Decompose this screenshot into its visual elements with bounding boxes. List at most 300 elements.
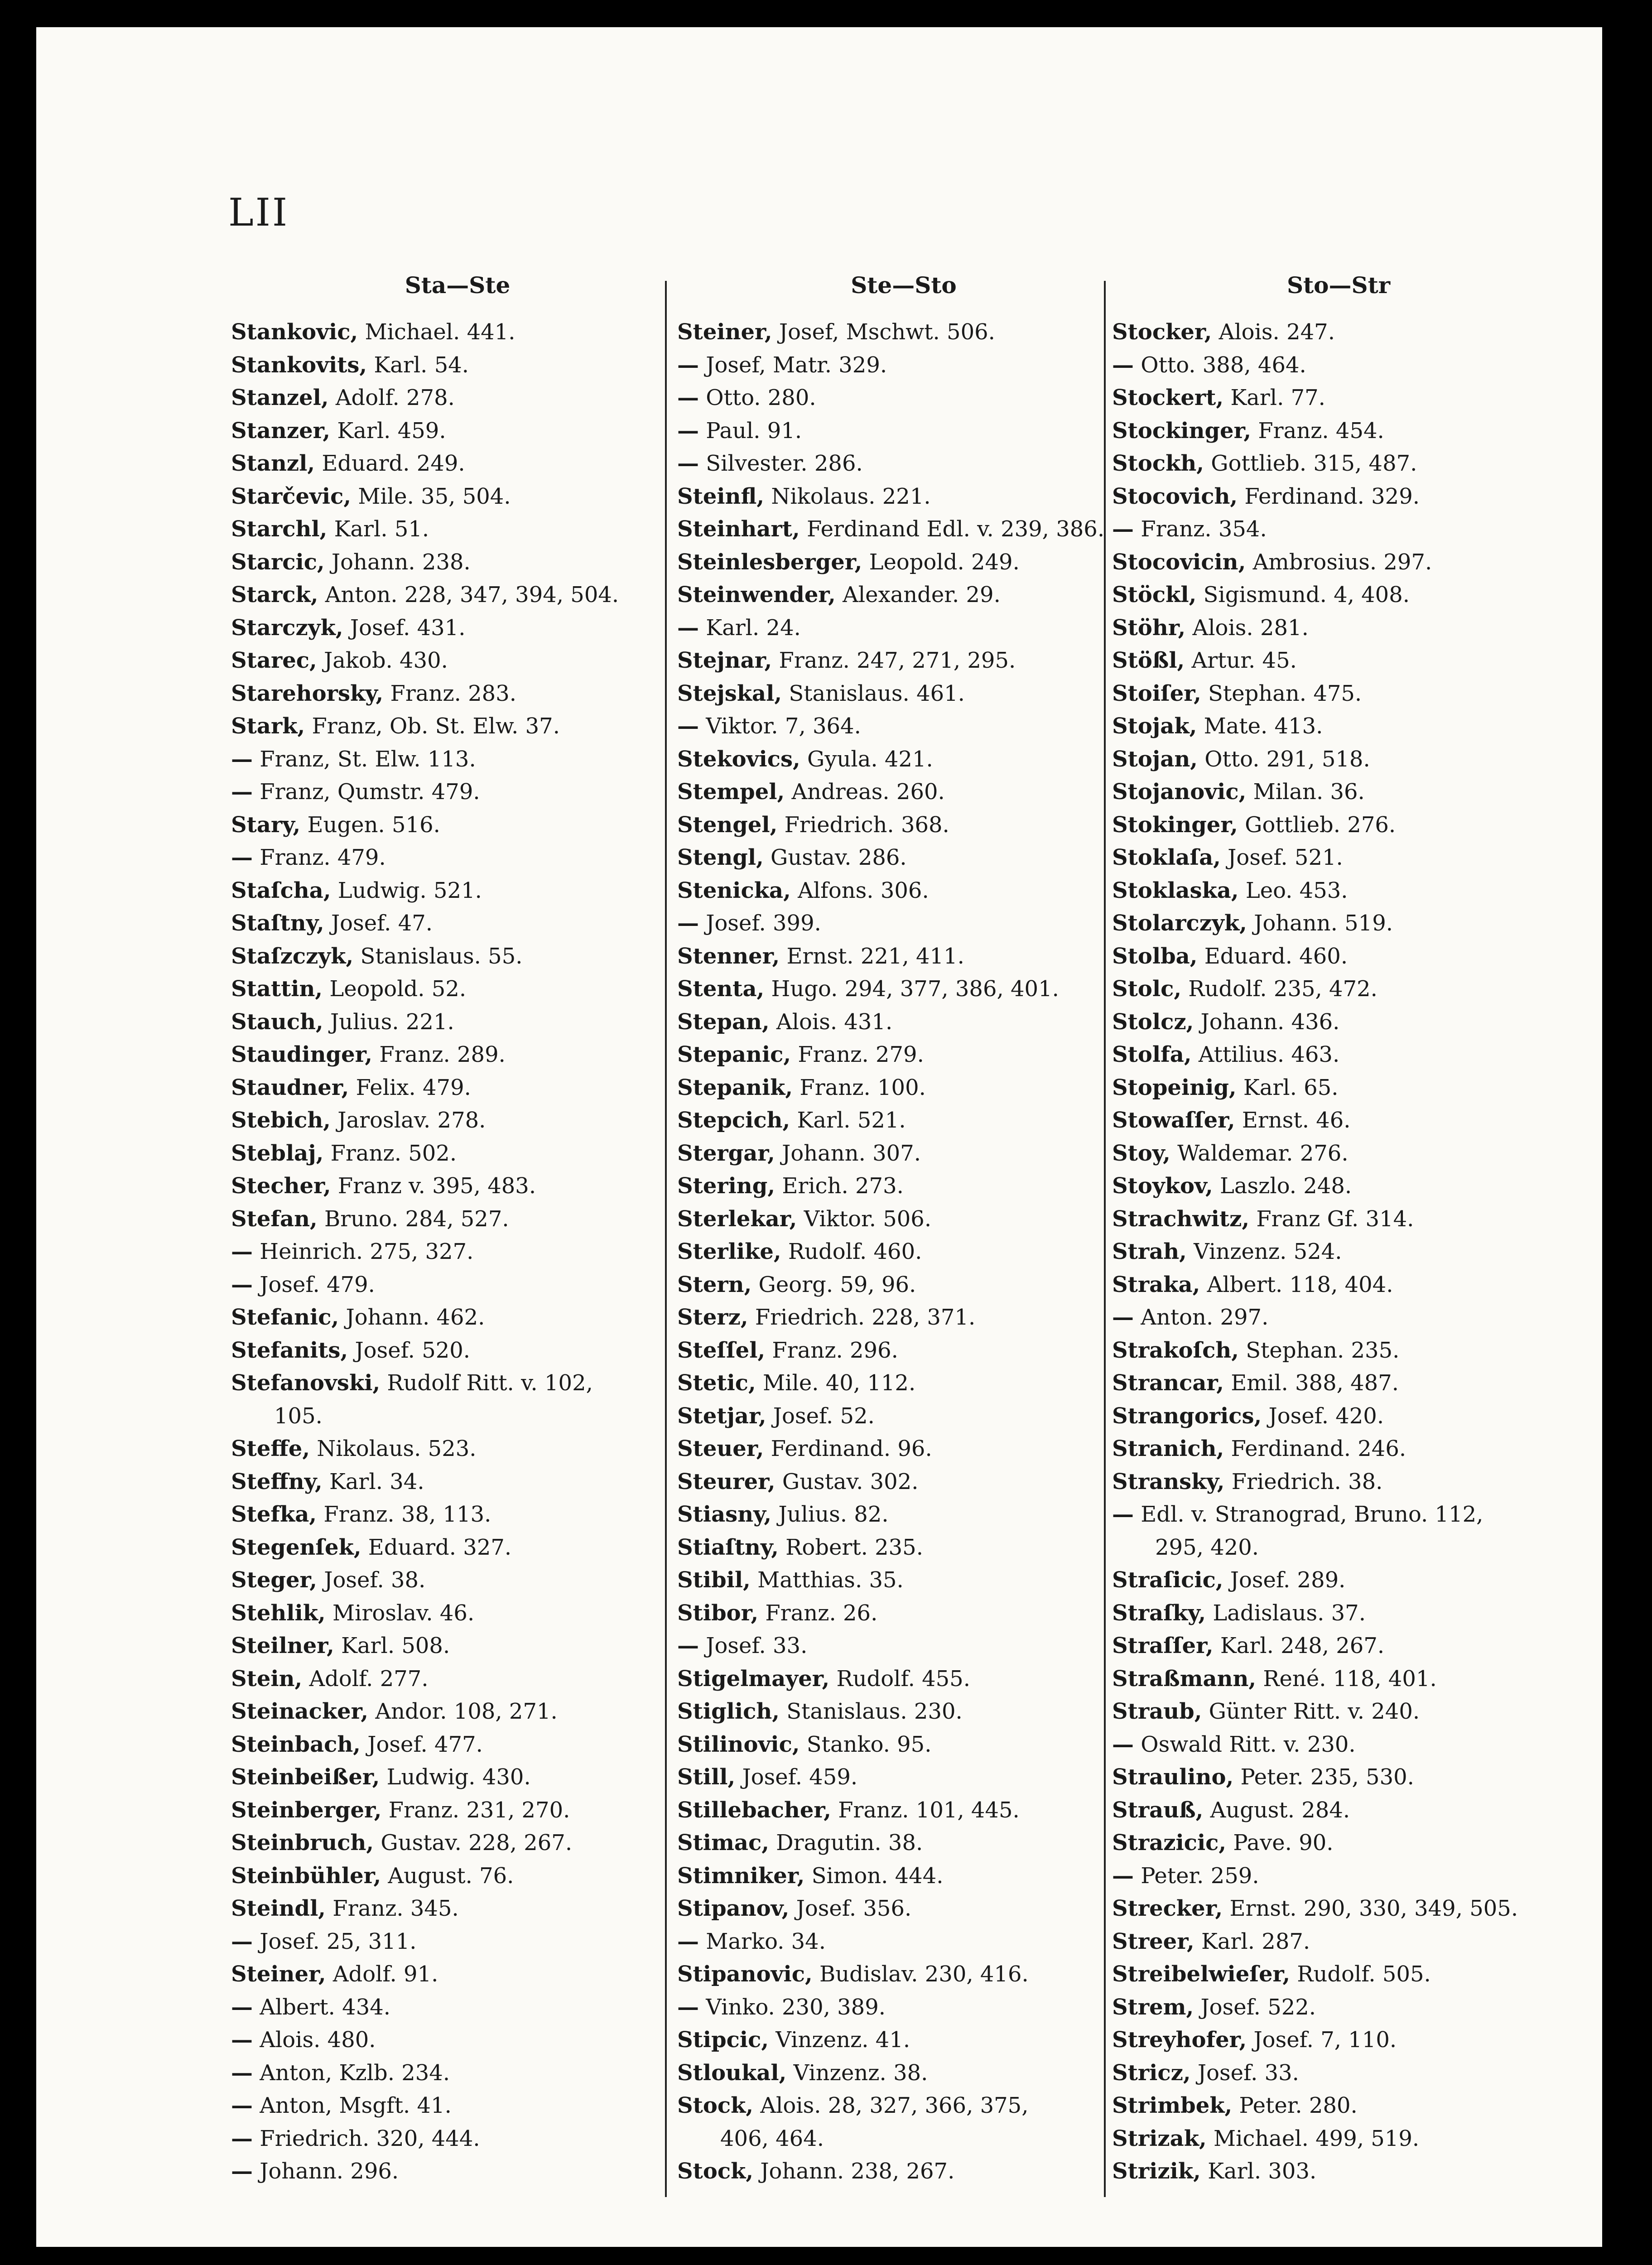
entry-references: Franz. 283. bbox=[390, 680, 516, 706]
index-entry bbox=[677, 1958, 1130, 1991]
index-entry bbox=[231, 1826, 684, 1860]
entry-name: Stenicka, bbox=[677, 877, 791, 903]
entry-name: Steinbeißer, bbox=[231, 1764, 380, 1790]
index-entry bbox=[677, 513, 1130, 546]
entry-references: Karl. 248, 267. bbox=[1220, 1633, 1385, 1658]
entry-name: Stoykov, bbox=[1112, 1173, 1213, 1199]
entry-references: Friedrich. 228, 371. bbox=[755, 1305, 976, 1330]
entry-name: Stojanovic, bbox=[1112, 779, 1247, 805]
index-entry bbox=[1112, 1006, 1565, 1039]
entry-name: — bbox=[677, 451, 699, 476]
entry-name: — bbox=[677, 385, 699, 410]
entry-references: Rudolf. 460. bbox=[788, 1239, 922, 1264]
entry-name: Staſcha, bbox=[231, 877, 331, 903]
page-number: LII bbox=[228, 190, 289, 235]
index-entry bbox=[231, 381, 684, 414]
entry-name: Stehlik, bbox=[231, 1600, 326, 1626]
entry-name: Sterlike, bbox=[677, 1239, 781, 1264]
index-entry bbox=[677, 907, 1130, 940]
entry-name: — bbox=[231, 2159, 253, 2184]
entry-references: Leopold. 52. bbox=[329, 976, 467, 1002]
entry-references: Stanislaus. 230. bbox=[786, 1699, 963, 1724]
index-entry bbox=[677, 612, 1130, 645]
entry-name: Starczyk, bbox=[231, 615, 343, 641]
entry-name: Stockert, bbox=[1112, 385, 1224, 410]
index-entry bbox=[1112, 1137, 1565, 1170]
index-entry bbox=[1112, 1597, 1565, 1630]
entry-references: Budislav. 230, 416. bbox=[819, 1961, 1029, 1987]
entry-name: Stering, bbox=[677, 1173, 775, 1199]
entry-references: Franz. 345. bbox=[332, 1896, 459, 1921]
index-entry bbox=[677, 1465, 1130, 1499]
entry-references: Hugo. 294, 377, 386, 401. bbox=[771, 976, 1059, 1002]
entry-list bbox=[677, 316, 1130, 2188]
index-entry bbox=[677, 1925, 1130, 1958]
entry-name: Stepcich, bbox=[677, 1108, 790, 1133]
entry-name: Steiner, bbox=[231, 1961, 326, 1987]
entry-references: Vinzenz. 524. bbox=[1194, 1239, 1342, 1264]
entry-name: Strimbek, bbox=[1112, 2093, 1233, 2118]
index-entry bbox=[231, 1531, 684, 1564]
index-entry bbox=[231, 710, 684, 743]
entry-name: Stankovic, bbox=[231, 319, 358, 345]
entry-references: Pave. 90. bbox=[1233, 1830, 1334, 1855]
entry-references: Karl. 77. bbox=[1230, 385, 1325, 410]
entry-references: Viktor. 506. bbox=[804, 1206, 932, 1232]
entry-name: Stimniker, bbox=[677, 1863, 805, 1889]
entry-name: Strizik, bbox=[1112, 2159, 1201, 2184]
entry-references: Gyula. 421. bbox=[807, 746, 933, 772]
entry-references: Attilius. 463. bbox=[1198, 1042, 1340, 1067]
index-entry bbox=[1112, 710, 1565, 743]
entry-name: Stipanov, bbox=[677, 1896, 790, 1921]
entry-references: Alois. 28, 327, 366, 375, bbox=[760, 2093, 1029, 2118]
entry-references: Rudolf Ritt. v. 102, bbox=[387, 1370, 593, 1396]
index-entry bbox=[1112, 677, 1565, 710]
entry-name: Stilinovic, bbox=[677, 1731, 800, 1757]
entry-references: Matthias. 35. bbox=[757, 1567, 904, 1593]
index-entry bbox=[677, 1860, 1130, 1893]
entry-references: Josef. 520. bbox=[355, 1337, 471, 1363]
entry-name: Stekovics, bbox=[677, 746, 800, 772]
entry-name: Stolc, bbox=[1112, 976, 1182, 1002]
entry-name: Steinbach, bbox=[231, 1731, 361, 1757]
entry-name: — bbox=[231, 1928, 253, 1954]
index-entry bbox=[677, 1629, 1130, 1663]
index-entry bbox=[231, 841, 684, 874]
entry-name: — bbox=[231, 1994, 253, 2020]
index-entry bbox=[231, 907, 684, 940]
entry-references: Ludwig. 521. bbox=[337, 877, 482, 903]
index-entry bbox=[231, 644, 684, 677]
entry-references: Johann. 519. bbox=[1254, 911, 1393, 936]
entry-references: Franz. 100. bbox=[800, 1075, 926, 1100]
entry-references: René. 118, 401. bbox=[1263, 1666, 1437, 1692]
entry-references: Bruno. 284, 527. bbox=[324, 1206, 509, 1232]
entry-name: Stefan, bbox=[231, 1206, 318, 1232]
index-entry bbox=[677, 578, 1130, 612]
index-entry bbox=[1112, 940, 1565, 973]
entry-name: Steſſel, bbox=[677, 1337, 766, 1363]
index-entry bbox=[231, 940, 684, 973]
entry-references: Peter. 280. bbox=[1239, 2093, 1358, 2118]
index-entry bbox=[1112, 1761, 1565, 1794]
entry-references: Waldemar. 276. bbox=[1177, 1140, 1349, 1166]
entry-references: Friedrich. 320, 444. bbox=[260, 2125, 480, 2151]
entry-name: Stark, bbox=[231, 713, 305, 739]
index-entry bbox=[231, 578, 684, 612]
entry-references: Anton, Msgft. 41. bbox=[260, 2093, 452, 2118]
entry-name: Stipanovic, bbox=[677, 1961, 813, 1987]
entry-references: Franz v. 395, 483. bbox=[337, 1173, 536, 1199]
entry-references: Oswald Ritt. v. 230. bbox=[1141, 1731, 1356, 1757]
entry-references: Josef, Mschwt. 506. bbox=[779, 319, 995, 345]
entry-references: Vinzenz. 38. bbox=[793, 2060, 928, 2086]
entry-name: Straub, bbox=[1112, 1699, 1202, 1724]
index-entry bbox=[1112, 1958, 1565, 1991]
entry-references: Jakob. 430. bbox=[323, 648, 448, 673]
index-entry bbox=[677, 1071, 1130, 1104]
entry-references: Michael. 499, 519. bbox=[1213, 2125, 1420, 2151]
index-entry bbox=[1112, 546, 1565, 579]
entry-name: Steffny, bbox=[231, 1469, 323, 1494]
index-page bbox=[36, 27, 1602, 2247]
index-entry bbox=[1112, 1432, 1565, 1465]
entry-name: Stowaſſer, bbox=[1112, 1108, 1235, 1133]
index-entry bbox=[677, 710, 1130, 743]
index-entry bbox=[677, 1498, 1130, 1531]
entry-name: Stempel, bbox=[677, 779, 785, 805]
index-entry bbox=[231, 1071, 684, 1104]
entry-references: Franz. 26. bbox=[765, 1600, 878, 1626]
index-entry bbox=[677, 2024, 1130, 2057]
entry-name: Stock, bbox=[677, 2159, 754, 2184]
index-entry bbox=[231, 1334, 684, 1367]
index-entry bbox=[231, 1038, 684, 1071]
index-entry bbox=[677, 1728, 1130, 1761]
index-entry bbox=[231, 973, 684, 1006]
index-entry bbox=[1112, 1203, 1565, 1236]
index-entry bbox=[231, 1137, 684, 1170]
index-entry bbox=[677, 1367, 1130, 1400]
entry-name: Straka, bbox=[1112, 1272, 1200, 1297]
entry-references: Karl. 24. bbox=[706, 615, 801, 641]
entry-name: Straſicic, bbox=[1112, 1567, 1223, 1593]
entry-references: Ladislaus. 37. bbox=[1213, 1600, 1366, 1626]
index-entry bbox=[1112, 316, 1565, 349]
entry-references: Gustav. 228, 267. bbox=[380, 1830, 573, 1855]
index-entry bbox=[677, 1826, 1130, 1860]
index-entry bbox=[231, 316, 684, 349]
entry-references: Eugen. 516. bbox=[307, 812, 440, 838]
index-entry bbox=[677, 1991, 1130, 2024]
entry-name: Stößl, bbox=[1112, 648, 1185, 673]
entry-references: Josef. 25, 311. bbox=[260, 1928, 417, 1954]
entry-references: Eduard. 249. bbox=[322, 451, 465, 476]
entry-name: — bbox=[677, 713, 699, 739]
entry-references: Jaroslav. 278. bbox=[337, 1108, 486, 1133]
index-entry bbox=[677, 1006, 1130, 1039]
index-entry bbox=[231, 776, 684, 809]
entry-references: Mile. 35, 504. bbox=[358, 483, 511, 509]
entry-name: Starck, bbox=[231, 582, 318, 607]
entry-name: Stengel, bbox=[677, 812, 778, 838]
entry-name: Strachwitz, bbox=[1112, 1206, 1250, 1232]
index-entry bbox=[231, 1367, 684, 1432]
index-entry bbox=[677, 1137, 1130, 1170]
entry-name: Stejskal, bbox=[677, 680, 782, 706]
entry-name: Stetjar, bbox=[677, 1403, 766, 1429]
entry-name: Strecker, bbox=[1112, 1896, 1223, 1921]
entry-name: Stiglich, bbox=[677, 1699, 780, 1724]
index-entry bbox=[231, 743, 684, 776]
entry-name: Steinberger, bbox=[231, 1797, 382, 1823]
index-entry bbox=[677, 809, 1130, 842]
entry-name: Stipcic, bbox=[677, 2027, 769, 2053]
entry-references: August. 284. bbox=[1210, 1797, 1350, 1823]
entry-name: Sterlekar, bbox=[677, 1206, 797, 1232]
index-entry bbox=[231, 1991, 684, 2024]
entry-references: Josef, Matr. 329. bbox=[706, 352, 887, 378]
entry-references: Friedrich. 368. bbox=[784, 812, 949, 838]
index-entry bbox=[231, 1235, 684, 1268]
entry-name: Stranich, bbox=[1112, 1436, 1224, 1461]
entry-name: Strakoſch, bbox=[1112, 1337, 1239, 1363]
entry-references: Franz. 231, 270. bbox=[388, 1797, 570, 1823]
entry-references: Andor. 108, 271. bbox=[375, 1699, 558, 1724]
index-entry bbox=[677, 381, 1130, 414]
entry-name: Straulino, bbox=[1112, 1764, 1234, 1790]
index-entry bbox=[677, 414, 1130, 448]
index-entry bbox=[231, 414, 684, 448]
entry-name: Straſſer, bbox=[1112, 1633, 1214, 1658]
entry-name: Stauch, bbox=[231, 1009, 323, 1035]
entry-name: Staudinger, bbox=[231, 1042, 373, 1067]
entry-references: Josef. 33. bbox=[1197, 2060, 1299, 2086]
column-heading: Sta—Ste bbox=[405, 272, 511, 299]
index-entry bbox=[1112, 2089, 1565, 2122]
entry-references: Vinko. 230, 389. bbox=[706, 1994, 886, 2020]
entry-name: Stoiſer, bbox=[1112, 680, 1201, 706]
entry-references: Alexander. 29. bbox=[843, 582, 1001, 607]
index-entry bbox=[1112, 1071, 1565, 1104]
entry-references: Georg. 59, 96. bbox=[758, 1272, 916, 1297]
index-entry bbox=[1112, 1498, 1565, 1564]
entry-references: Nikolaus. 523. bbox=[317, 1436, 477, 1461]
index-entry bbox=[231, 480, 684, 513]
index-entry bbox=[1112, 1695, 1565, 1728]
entry-name: — bbox=[1112, 1731, 1134, 1757]
index-entry bbox=[1112, 612, 1565, 645]
entry-name: Stöckl, bbox=[1112, 582, 1197, 607]
entry-references: Josef. 431. bbox=[350, 615, 466, 641]
entry-name: — bbox=[231, 845, 253, 870]
index-entry bbox=[1112, 973, 1565, 1006]
entry-references: Franz, Ob. St. Elw. 37. bbox=[312, 713, 560, 739]
entry-references: Otto. 280. bbox=[706, 385, 816, 410]
entry-references: Franz Gf. 314. bbox=[1256, 1206, 1414, 1232]
entry-name: Stolcz, bbox=[1112, 1009, 1194, 1035]
entry-name: Stattin, bbox=[231, 976, 323, 1002]
entry-references: Marko. 34. bbox=[706, 1928, 826, 1954]
entry-references: Leopold. 249. bbox=[869, 549, 1020, 575]
entry-references: Sigismund. 4, 408. bbox=[1203, 582, 1410, 607]
entry-references: Karl. 51. bbox=[334, 516, 429, 542]
entry-references: Julius. 82. bbox=[778, 1502, 889, 1527]
index-entry bbox=[1112, 776, 1565, 809]
entry-references: Otto. 291, 518. bbox=[1204, 746, 1370, 772]
entry-references: Franz. 101, 445. bbox=[838, 1797, 1020, 1823]
entry-references: Anton. 228, 347, 394, 504. bbox=[325, 582, 619, 607]
entry-name: — bbox=[677, 1633, 699, 1658]
index-entry bbox=[231, 349, 684, 382]
entry-name: Steffe, bbox=[231, 1436, 310, 1461]
entry-name: Steblaj, bbox=[231, 1140, 324, 1166]
entry-references: Günter Ritt. v. 240. bbox=[1209, 1699, 1420, 1724]
index-entry bbox=[677, 1597, 1130, 1630]
entry-name: Starehorsky, bbox=[231, 680, 384, 706]
entry-references: Ferdinand Edl. v. 239, 386. bbox=[806, 516, 1105, 542]
column-heading: Sto—Str bbox=[1286, 272, 1391, 299]
entry-references: Franz. 354. bbox=[1141, 516, 1267, 542]
entry-references: Adolf. 91. bbox=[332, 1961, 438, 1987]
entry-name: Strazicic, bbox=[1112, 1830, 1227, 1855]
entry-name: Stanzel, bbox=[231, 385, 329, 410]
entry-name: Streibelwieſer, bbox=[1112, 1961, 1291, 1987]
entry-name: Strancar, bbox=[1112, 1370, 1224, 1396]
entry-name: Stocovicin, bbox=[1112, 549, 1246, 575]
entry-name: Stiasny, bbox=[677, 1502, 772, 1527]
entry-references: Johann. 462. bbox=[346, 1305, 485, 1330]
entry-name: Stillebacher, bbox=[677, 1797, 831, 1823]
entry-name: Stojak, bbox=[1112, 713, 1197, 739]
index-entry bbox=[1112, 1629, 1565, 1663]
entry-list bbox=[231, 316, 684, 2188]
entry-name: Straßmann, bbox=[1112, 1666, 1257, 1692]
entry-name: Stern, bbox=[677, 1272, 752, 1297]
entry-name: Stigelmayer, bbox=[677, 1666, 830, 1692]
entry-references: Josef. 38. bbox=[324, 1567, 426, 1593]
index-entry bbox=[677, 447, 1130, 480]
entry-name: Starčevic, bbox=[231, 483, 352, 509]
entry-references: Silvester. 286. bbox=[706, 451, 863, 476]
entry-name: Stankovits, bbox=[231, 352, 367, 378]
index-entry bbox=[231, 612, 684, 645]
entry-references: Alois. 431. bbox=[776, 1009, 893, 1035]
entry-references: Peter. 235, 530. bbox=[1240, 1764, 1414, 1790]
entry-name: Stefanic, bbox=[231, 1305, 339, 1330]
index-entry bbox=[1112, 1663, 1565, 1696]
entry-name: Stenta, bbox=[677, 976, 765, 1002]
entry-references: Josef. 33. bbox=[706, 1633, 808, 1658]
entry-name: — bbox=[677, 1994, 699, 2020]
entry-references: Edl. v. Stranograd, Bruno. 112, bbox=[1141, 1502, 1483, 1527]
entry-references: Josef. 47. bbox=[331, 911, 433, 936]
entry-references: Franz. 479. bbox=[260, 845, 386, 870]
index-entry bbox=[677, 841, 1130, 874]
entry-references: Josef. 7, 110. bbox=[1253, 2027, 1397, 2053]
entry-name: Stecher, bbox=[231, 1173, 331, 1199]
entry-references: Franz, St. Elw. 113. bbox=[260, 746, 476, 772]
entry-name: Still, bbox=[677, 1764, 736, 1790]
index-entry bbox=[677, 874, 1130, 907]
column-heading: Ste—Sto bbox=[851, 272, 957, 299]
index-entry bbox=[677, 1334, 1130, 1367]
index-entry bbox=[1112, 644, 1565, 677]
entry-name: Steurer, bbox=[677, 1469, 775, 1494]
entry-references: Ferdinand. 246. bbox=[1231, 1436, 1406, 1461]
entry-name: Stepanic, bbox=[677, 1042, 791, 1067]
entry-references: Franz. 296. bbox=[772, 1337, 898, 1363]
entry-name: — bbox=[677, 1928, 699, 1954]
entry-name: Stoklaska, bbox=[1112, 877, 1239, 903]
entry-name: Stocker, bbox=[1112, 319, 1212, 345]
entry-name: — bbox=[231, 746, 253, 772]
index-entry bbox=[677, 1038, 1130, 1071]
entry-name: — bbox=[231, 2125, 253, 2151]
entry-references: Mate. 413. bbox=[1204, 713, 1323, 739]
entry-references: Alois. 281. bbox=[1192, 615, 1309, 641]
entry-references: Miroslav. 46. bbox=[332, 1600, 475, 1626]
entry-name: Staſtny, bbox=[231, 911, 324, 936]
entry-name: Strangorics, bbox=[1112, 1403, 1262, 1429]
entry-name: Stibor, bbox=[677, 1600, 759, 1626]
entry-name: Stoy, bbox=[1112, 1140, 1170, 1166]
entry-references: Franz. 279. bbox=[798, 1042, 924, 1067]
index-entry bbox=[1112, 1925, 1565, 1958]
entry-references: Alfons. 306. bbox=[798, 877, 929, 903]
index-entry bbox=[231, 1860, 684, 1893]
entry-references: Karl. 287. bbox=[1201, 1928, 1310, 1954]
entry-references: Josef. 289. bbox=[1230, 1567, 1346, 1593]
entry-references: Josef. 521. bbox=[1228, 845, 1343, 870]
index-entry bbox=[1112, 2122, 1565, 2155]
entry-name: Steuer, bbox=[677, 1436, 764, 1461]
index-entry bbox=[231, 1892, 684, 1925]
entry-name: Steinfl, bbox=[677, 483, 765, 509]
index-entry bbox=[677, 1301, 1130, 1334]
index-entry bbox=[677, 1400, 1130, 1433]
entry-name: — bbox=[231, 2093, 253, 2118]
entry-references: Stephan. 235. bbox=[1246, 1337, 1400, 1363]
index-entry bbox=[231, 809, 684, 842]
index-column-1 bbox=[231, 270, 684, 2188]
entry-name: Stimac, bbox=[677, 1830, 769, 1855]
entry-name: Stegenſek, bbox=[231, 1534, 361, 1560]
entry-references: Karl. 459. bbox=[337, 418, 446, 443]
entry-references: Viktor. 7, 364. bbox=[706, 713, 861, 739]
entry-name: Strem, bbox=[1112, 1994, 1194, 2020]
entry-references: Franz. 38, 113. bbox=[323, 1502, 491, 1527]
index-entry bbox=[677, 1531, 1130, 1564]
entry-references: Dragutin. 38. bbox=[776, 1830, 923, 1855]
index-entry bbox=[1112, 809, 1565, 842]
entry-name: Stein, bbox=[231, 1666, 303, 1692]
entry-name: — bbox=[1112, 352, 1134, 378]
index-entry bbox=[677, 644, 1130, 677]
entry-name: Stengl, bbox=[677, 845, 764, 870]
entry-references: Felix. 479. bbox=[356, 1075, 471, 1100]
entry-name: Stebich, bbox=[231, 1108, 331, 1133]
index-entry bbox=[1112, 480, 1565, 513]
entry-references: Josef. 399. bbox=[706, 911, 821, 936]
entry-name: Starcic, bbox=[231, 549, 325, 575]
entry-name: Stefka, bbox=[231, 1502, 317, 1527]
entry-name: — bbox=[1112, 1863, 1134, 1889]
entry-name: Streyhofer, bbox=[1112, 2027, 1247, 2053]
entry-name: Starec, bbox=[231, 648, 317, 673]
entry-name: Stepanik, bbox=[677, 1075, 793, 1100]
